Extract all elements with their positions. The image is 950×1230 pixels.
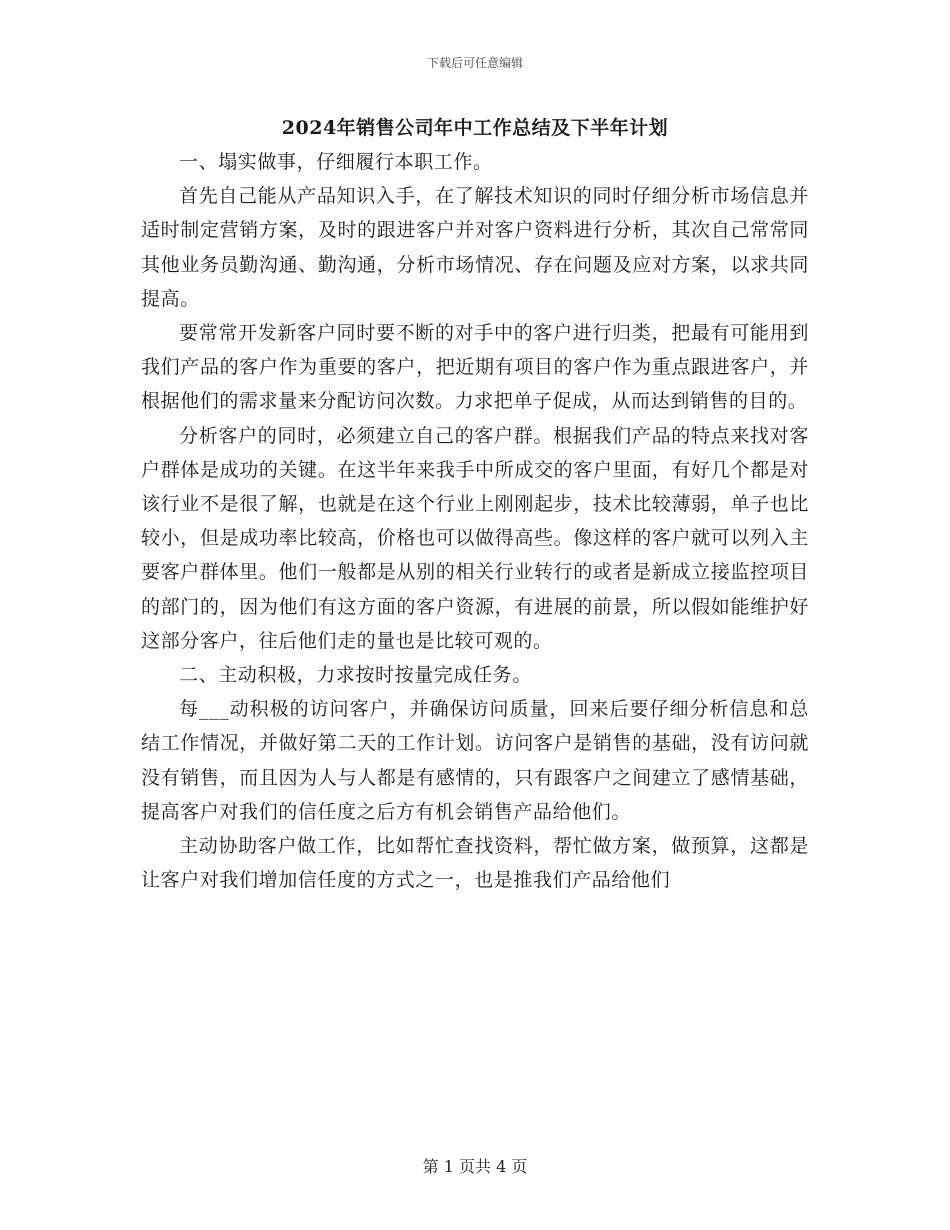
paragraph: 首先自己能从产品知识入手，在了解技术知识的同时仔细分析市场信息并适时制定营销方案，及时的跟进客户并对客户资料进行分析，其次自己常常同其他业务员勤沟通、勤沟通，分析市场情况、存在问题及应对方案，以求共同提高。 bbox=[141, 185, 809, 310]
paragraph: 要常常开发新客户同时要不断的对手中的客户进行归类，把最有可能用到我们产品的客户作为重要的客户，把近期有项目的客户作为重点跟进客户，并根据他们的需求量来分配访问次数。力求把单子促成，从而达到销售的目的。 bbox=[141, 322, 809, 413]
document-title: 2024年销售公司年中工作总结及下半年计划 bbox=[281, 117, 669, 139]
page-header-note: 下载后可任意编辑 bbox=[426, 56, 523, 70]
document-body bbox=[141, 111, 809, 897]
paragraph: 主动协助客户做工作，比如帮忙查找资料，帮忙做方案，做预算，这都是让客户对我们增加信任度的方式之一，也是推我们产品给他们 bbox=[141, 835, 809, 892]
page-footer-number: 第 1 页共 4 页 bbox=[422, 1157, 528, 1176]
section-heading-2: 二、主动积极，力求按时按量完成任务。 bbox=[179, 664, 532, 687]
section-heading-1: 一、塌实做事，仔细履行本职工作。 bbox=[179, 151, 493, 173]
paragraph: 分析客户的同时，必须建立自己的客户群。根据我们产品的特点来找对客户群体是成功的关键。在这半年来我手中所成交的客户里面，有好几个都是对该行业不是很了解，也就是在这个行业上刚刚起步，技术比较薄弱，单子也比较小，但是成功率比较高，价格也可以做得高些。像这样的客户就可以列入主要客户群体里。他们一般都是从别的相关行业转行的或者是新成立接监控项目的部门的，因为他们有这方面的客户资源，有进展的前景，所以假如能维护好这部分客户，往后他们走的量也是比较可观的。 bbox=[141, 424, 809, 652]
paragraph: 每___动积极的访问客户，并确保访问质量，回来后要仔细分析信息和总结工作情况，并做好第二天的工作计划。访问客户是销售的基础，没有访问就没有销售，而且因为人与人都是有感情的，只有跟客户之间建立了感情基础，提高客户对我们的信任度之后方有机会销售产品给他们。 bbox=[141, 698, 809, 823]
